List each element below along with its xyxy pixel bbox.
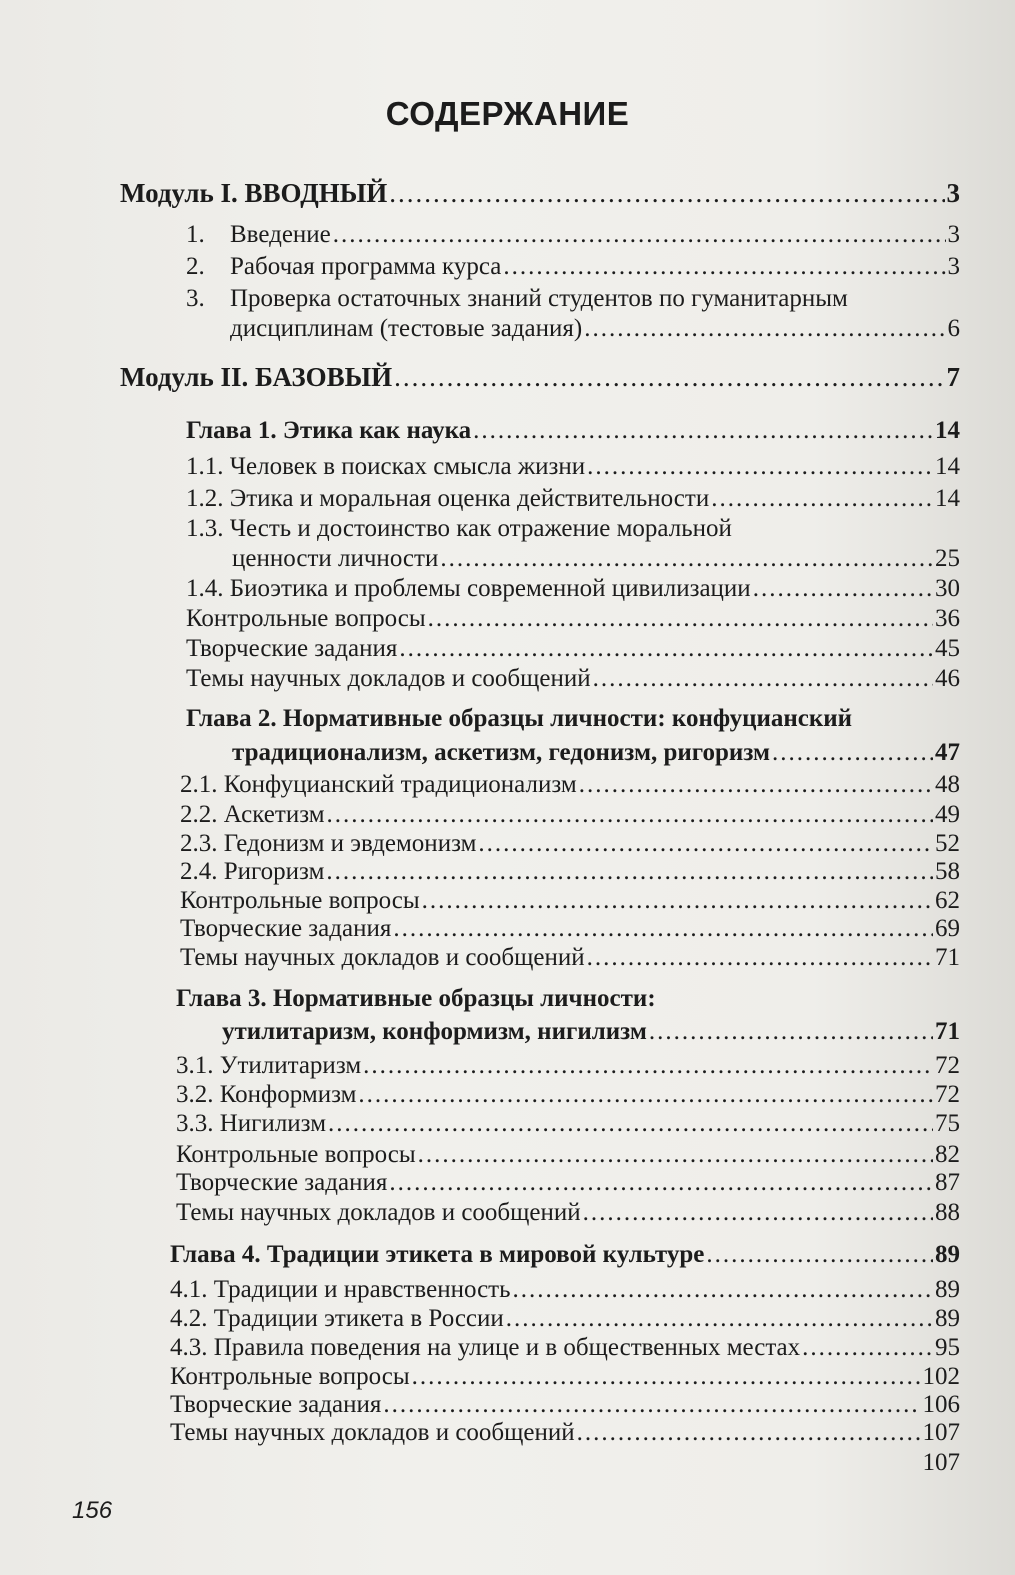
toc-entry-line: 1.3. Честь и достоинство как отражение моральной	[186, 515, 732, 542]
leader-dots	[584, 314, 945, 344]
toc-page-number: 52	[935, 830, 960, 857]
toc-entry	[186, 252, 960, 282]
leader-dots	[326, 857, 933, 887]
leader-dots	[428, 604, 933, 634]
toc-chapter-1	[186, 416, 960, 446]
toc-page-number: 14	[935, 485, 960, 512]
toc-page-number: 82	[935, 1141, 960, 1168]
toc-entry-label: Творческие задания	[180, 915, 392, 942]
leader-dots	[587, 943, 933, 973]
toc-entry-number: 1.	[186, 221, 205, 248]
toc-page-number: 71	[935, 944, 960, 971]
toc-entry-label: Творческие задания	[186, 635, 398, 662]
toc-page-number: 48	[935, 771, 960, 798]
toc-page-number: 87	[935, 1169, 960, 1196]
toc-entry	[186, 220, 960, 250]
toc-entry-label: 3.2. Конформизм	[176, 1081, 357, 1108]
toc-page-number: 36	[935, 605, 960, 632]
toc-entry	[170, 1390, 960, 1420]
toc-entry-label: 3.3. Нигилизм	[176, 1110, 327, 1137]
toc-entry-label: Темы научных докладов и сообщений	[176, 1199, 581, 1226]
toc-chapter-2	[232, 738, 960, 768]
toc-page-number: 62	[935, 887, 960, 914]
toc-page-number: 3	[947, 253, 960, 280]
leader-dots	[593, 664, 933, 694]
toc-entry-number: 2.	[186, 253, 205, 280]
leader-dots	[394, 362, 944, 392]
leader-dots	[418, 1140, 933, 1170]
toc-entry-label: 2.1. Конфуцианский традиционализм	[180, 771, 577, 798]
leader-dots	[802, 1333, 933, 1363]
toc-page-number: 7	[946, 362, 960, 392]
page-title: СОДЕРЖАНИЕ	[385, 95, 630, 132]
toc-entry-label: 4.3. Правила поведения на улице и в общественных местах	[170, 1334, 801, 1361]
toc-entry	[180, 800, 960, 830]
toc-entry	[176, 1109, 960, 1139]
toc-entry	[176, 1140, 960, 1170]
toc-page-number: 71	[935, 1018, 960, 1045]
toc-page-number: 89	[935, 1305, 960, 1332]
toc-entry-label: 4.1. Традиции и нравственность	[170, 1276, 511, 1303]
toc-entry	[170, 1333, 960, 1363]
toc-chapter-3	[222, 1017, 960, 1047]
leader-dots	[473, 416, 933, 446]
leader-dots	[333, 220, 946, 250]
toc-entry-label: 1.2. Этика и моральная оценка действительности	[186, 485, 710, 512]
leader-dots	[440, 544, 933, 574]
toc-page-number: 25	[935, 545, 960, 572]
leader-dots	[393, 914, 933, 944]
toc-entry	[180, 886, 960, 916]
leader-dots	[506, 1304, 933, 1334]
toc-entry-label: Творческие задания	[170, 1391, 382, 1418]
toc-entry-line	[186, 284, 848, 314]
toc-page-number: 89	[935, 1241, 960, 1268]
toc-entry-label: Темы научных докладов и сообщений	[180, 944, 585, 971]
leader-dots	[579, 770, 933, 800]
toc-module-1	[120, 178, 960, 208]
toc-page-number: 45	[935, 635, 960, 662]
toc-page-number: 30	[935, 575, 960, 602]
toc-page-number: 75	[935, 1110, 960, 1137]
toc-page-number: 72	[935, 1081, 960, 1108]
toc-entry	[230, 314, 960, 344]
toc-entry	[232, 544, 960, 574]
leader-dots	[412, 1362, 921, 1392]
toc-entry	[170, 1362, 960, 1392]
toc-entry	[186, 634, 960, 664]
toc-entry	[180, 914, 960, 944]
toc-trailing-page-number: 107	[922, 1449, 960, 1476]
toc-page-number: 88	[935, 1199, 960, 1226]
toc-entry	[180, 770, 960, 800]
toc-entry-label: дисциплинам (тестовые задания)	[230, 315, 583, 342]
leader-dots	[706, 1240, 933, 1270]
leader-dots	[389, 178, 944, 208]
toc-page-number: 106	[922, 1391, 960, 1418]
toc-page-number: 46	[935, 665, 960, 692]
toc-page-number: 107	[922, 1419, 960, 1446]
toc-page-number: 49	[935, 801, 960, 828]
leader-dots	[649, 1017, 933, 1047]
toc-entry-label: 3.1. Утилитаризм	[176, 1052, 362, 1079]
toc-entry-label: 1.4. Биоэтика и проблемы современной цивилизации	[186, 575, 751, 602]
toc-entry-label: Рабочая программа курса	[230, 253, 502, 280]
leader-dots	[711, 484, 933, 514]
toc-chapter-4	[170, 1240, 960, 1270]
leader-dots	[513, 1275, 934, 1305]
leader-dots	[587, 452, 933, 482]
toc-entry-label: 2.2. Аскетизм	[180, 801, 325, 828]
toc-entry	[170, 1275, 960, 1305]
toc-entry-label: Контрольные вопросы	[176, 1141, 416, 1168]
toc-page-number: 14	[935, 453, 960, 480]
toc-entry	[186, 452, 960, 482]
toc-entry	[186, 604, 960, 634]
leader-dots	[363, 1051, 933, 1081]
toc-entry-label: Творческие задания	[176, 1169, 388, 1196]
toc-entry	[176, 1080, 960, 1110]
toc-page-number: 6	[947, 315, 960, 342]
leader-dots	[358, 1080, 933, 1110]
toc-page-number: 102	[922, 1363, 960, 1390]
toc-entry	[186, 484, 960, 514]
toc-page-number: 95	[935, 1334, 960, 1361]
toc-entry-number: 3.	[186, 285, 205, 312]
toc-entry	[170, 1304, 960, 1334]
toc-entry	[180, 943, 960, 973]
toc-page-number: 3	[946, 178, 960, 208]
leader-dots	[328, 1109, 933, 1139]
toc-entry-label: Контрольные вопросы	[186, 605, 426, 632]
toc-module-2	[120, 362, 960, 392]
page-folio-number: 156	[72, 1497, 113, 1524]
toc-entry-label: Проверка остаточных знаний студентов по гуманитарным	[230, 285, 848, 312]
toc-entry	[186, 574, 960, 604]
leader-dots	[478, 829, 933, 859]
toc-entry	[186, 664, 960, 694]
toc-page-number: 69	[935, 915, 960, 942]
toc-page-number: 3	[947, 221, 960, 248]
leader-dots	[577, 1418, 921, 1448]
toc-chapter-title: Глава 4. Традиции этикета в мировой культуре	[170, 1241, 705, 1268]
leader-dots	[383, 1390, 920, 1420]
toc-entry-label: 2.3. Гедонизм и эвдемонизм	[180, 830, 477, 857]
toc-chapter-title: утилитаризм, конформизм, нигилизм	[222, 1018, 647, 1045]
toc-page-number: 14	[935, 417, 960, 444]
toc-entry	[176, 1051, 960, 1081]
leader-dots	[327, 800, 933, 830]
toc-chapter-title: Глава 1. Этика как наука	[186, 417, 472, 444]
toc-entry	[180, 857, 960, 887]
leader-dots	[753, 574, 933, 604]
leader-dots	[422, 886, 933, 916]
toc-page-number: 89	[935, 1276, 960, 1303]
toc-entry-label: 2.4. Ригоризм	[180, 858, 325, 885]
toc-entry	[180, 829, 960, 859]
toc-entry-label: Темы научных докладов и сообщений	[170, 1419, 575, 1446]
toc-entry-label: 1.1. Человек в поисках смысла жизни	[186, 453, 586, 480]
toc-page-number: 47	[935, 739, 960, 766]
leader-dots	[389, 1168, 933, 1198]
toc-page-number: 72	[935, 1052, 960, 1079]
toc-entry-label: Контрольные вопросы	[180, 887, 420, 914]
toc-module-label: Модуль I. ВВОДНЫЙ	[120, 178, 388, 208]
toc-chapter-3-title-line1: Глава 3. Нормативные образцы личности:	[176, 985, 656, 1012]
leader-dots	[399, 634, 933, 664]
toc-entry-label: Контрольные вопросы	[170, 1363, 410, 1390]
leader-dots	[503, 252, 945, 282]
toc-entry-label: Темы научных докладов и сообщений	[186, 665, 591, 692]
toc-chapter-title: традиционализм, аскетизм, гедонизм, ригоризм	[232, 739, 771, 766]
toc-chapter-2-title-line1: Глава 2. Нормативные образцы личности: конфуцианский	[186, 705, 853, 732]
toc-entry	[176, 1198, 960, 1228]
leader-dots	[583, 1198, 933, 1228]
toc-page-number: 58	[935, 858, 960, 885]
toc-entry	[176, 1168, 960, 1198]
toc-entry	[170, 1418, 960, 1448]
toc-module-label: Модуль II. БАЗОВЫЙ	[120, 362, 393, 392]
toc-entry-label: 4.2. Традиции этикета в России	[170, 1305, 504, 1332]
leader-dots	[772, 738, 933, 768]
toc-entry-label: Введение	[230, 221, 331, 248]
toc-entry-label: ценности личности	[232, 545, 439, 572]
